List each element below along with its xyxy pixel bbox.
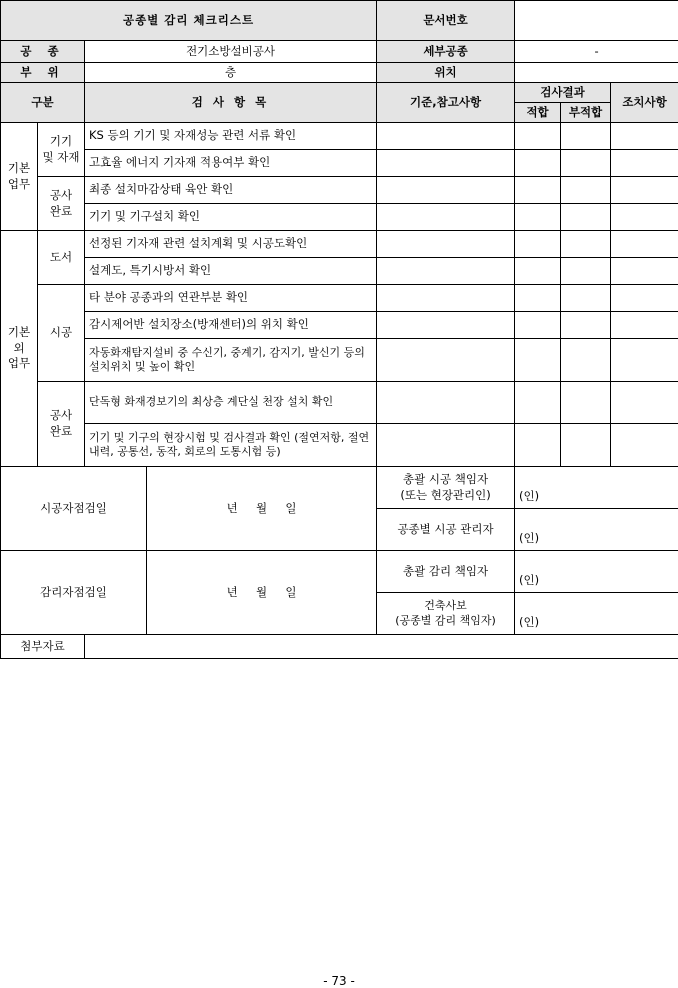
fail-cell[interactable] [561, 123, 611, 150]
group-label: 공사 완료 [38, 382, 85, 467]
fail-cell[interactable] [561, 382, 611, 424]
criteria-cell[interactable] [377, 382, 515, 424]
detail-value: - [515, 41, 678, 63]
action-cell[interactable] [611, 123, 678, 150]
attachments-label: 첨부자료 [1, 635, 85, 659]
check-item: 최종 설치마감상태 육안 확인 [85, 177, 377, 204]
signer-title: 건축사보 (공종별 감리 책임자) [377, 593, 515, 635]
pass-cell[interactable] [515, 231, 561, 258]
criteria-cell[interactable] [377, 204, 515, 231]
page-number: - 73 - [323, 974, 355, 988]
signer-title: 총괄 시공 책임자 (또는 현장관리인) [377, 467, 515, 509]
doc-no-field[interactable] [515, 1, 678, 41]
action-cell[interactable] [611, 339, 678, 382]
group-label: 도서 [38, 231, 85, 285]
col-items: 검 사 항 목 [85, 83, 377, 123]
fail-cell[interactable] [561, 312, 611, 339]
action-cell[interactable] [611, 150, 678, 177]
criteria-cell[interactable] [377, 285, 515, 312]
table-row [1, 382, 678, 424]
fail-cell[interactable] [561, 285, 611, 312]
col-criteria: 기준,참고사항 [377, 83, 515, 123]
group-label: 기기 및 자재 [38, 123, 85, 177]
table-row [1, 339, 678, 382]
check-item: 자동화재탐지설비 중 수신기, 중계기, 감지기, 발신기 등의 설치위치 및 높이 확인 [85, 339, 377, 382]
check-item: 타 분야 공종과의 연관부분 확인 [85, 285, 377, 312]
table-row [1, 150, 678, 177]
location-label: 위치 [377, 63, 515, 83]
table-row [1, 177, 678, 204]
check-item: 기기 및 기구의 현장시험 및 검사결과 확인 (절연저항, 절연내력, 공통선, 동작, 회로의 도통시험 등) [85, 424, 377, 467]
table-row [1, 231, 678, 258]
action-cell[interactable] [611, 312, 678, 339]
check-item: 설계도, 특기시방서 확인 [85, 258, 377, 285]
action-cell[interactable] [611, 231, 678, 258]
table-row [1, 312, 678, 339]
fail-cell[interactable] [561, 177, 611, 204]
pass-cell[interactable] [515, 177, 561, 204]
table-row [1, 123, 678, 150]
supervisor-check-date[interactable]: 년 월 일 [147, 551, 377, 635]
seal-field[interactable]: (인) [515, 467, 678, 509]
seal-field[interactable]: (인) [515, 509, 678, 551]
supervisor-check-label: 감리자점검일 [1, 551, 147, 635]
criteria-cell[interactable] [377, 177, 515, 204]
pass-cell[interactable] [515, 382, 561, 424]
action-cell[interactable] [611, 204, 678, 231]
pass-cell[interactable] [515, 150, 561, 177]
action-cell[interactable] [611, 177, 678, 204]
check-item: 고효율 에너지 기자재 적용여부 확인 [85, 150, 377, 177]
location-field[interactable] [515, 63, 678, 83]
col-result: 검사결과 [515, 83, 611, 103]
fail-cell[interactable] [561, 258, 611, 285]
pass-cell[interactable] [515, 424, 561, 467]
check-item: 단독형 화재경보기의 최상층 계단실 천장 설치 확인 [85, 382, 377, 424]
section-label: 기본 외 업무 [1, 231, 38, 467]
criteria-cell[interactable] [377, 123, 515, 150]
criteria-cell[interactable] [377, 339, 515, 382]
criteria-cell[interactable] [377, 258, 515, 285]
signer-title: 공종별 시공 관리자 [377, 509, 515, 551]
col-pass: 적합 [515, 103, 561, 123]
seal-field[interactable]: (인) [515, 593, 678, 635]
pass-cell[interactable] [515, 258, 561, 285]
fail-cell[interactable] [561, 231, 611, 258]
criteria-cell[interactable] [377, 150, 515, 177]
pass-cell[interactable] [515, 123, 561, 150]
action-cell[interactable] [611, 424, 678, 467]
work-type-value: 전기소방설비공사 [85, 41, 377, 63]
col-action: 조치사항 [611, 83, 678, 123]
action-cell[interactable] [611, 258, 678, 285]
doc-no-label: 문서번호 [377, 1, 515, 41]
table-row [1, 424, 678, 467]
section-label: 기본 업무 [1, 123, 38, 231]
work-type-label: 공 종 [1, 41, 85, 63]
form-title: 공종별 감리 체크리스트 [1, 1, 377, 41]
fail-cell[interactable] [561, 339, 611, 382]
table-row [1, 204, 678, 231]
table-row [1, 258, 678, 285]
pass-cell[interactable] [515, 285, 561, 312]
contractor-check-date[interactable]: 년 월 일 [147, 467, 377, 551]
fail-cell[interactable] [561, 150, 611, 177]
part-value: 층 [85, 63, 377, 83]
check-item: 기기 및 기구설치 확인 [85, 204, 377, 231]
seal-field[interactable]: (인) [515, 551, 678, 593]
action-cell[interactable] [611, 285, 678, 312]
col-fail: 부적합 [561, 103, 611, 123]
pass-cell[interactable] [515, 312, 561, 339]
check-item: 감시제어반 설치장소(방재센터)의 위치 확인 [85, 312, 377, 339]
check-item: KS 등의 기기 및 자재성능 관련 서류 확인 [85, 123, 377, 150]
attachments-field[interactable] [85, 635, 678, 659]
fail-cell[interactable] [561, 204, 611, 231]
group-label: 공사 완료 [38, 177, 85, 231]
table-row [1, 285, 678, 312]
criteria-cell[interactable] [377, 312, 515, 339]
signer-title: 총괄 감리 책임자 [377, 551, 515, 593]
group-label: 시공 [38, 285, 85, 382]
check-item: 선정된 기자재 관련 설치계획 및 시공도확인 [85, 231, 377, 258]
pass-cell[interactable] [515, 204, 561, 231]
contractor-check-label: 시공자점검일 [1, 467, 147, 551]
fail-cell[interactable] [561, 424, 611, 467]
criteria-cell[interactable] [377, 231, 515, 258]
criteria-cell[interactable] [377, 424, 515, 467]
pass-cell[interactable] [515, 339, 561, 382]
part-label: 부 위 [1, 63, 85, 83]
col-category: 구분 [1, 83, 85, 123]
action-cell[interactable] [611, 382, 678, 424]
detail-label: 세부공종 [377, 41, 515, 63]
